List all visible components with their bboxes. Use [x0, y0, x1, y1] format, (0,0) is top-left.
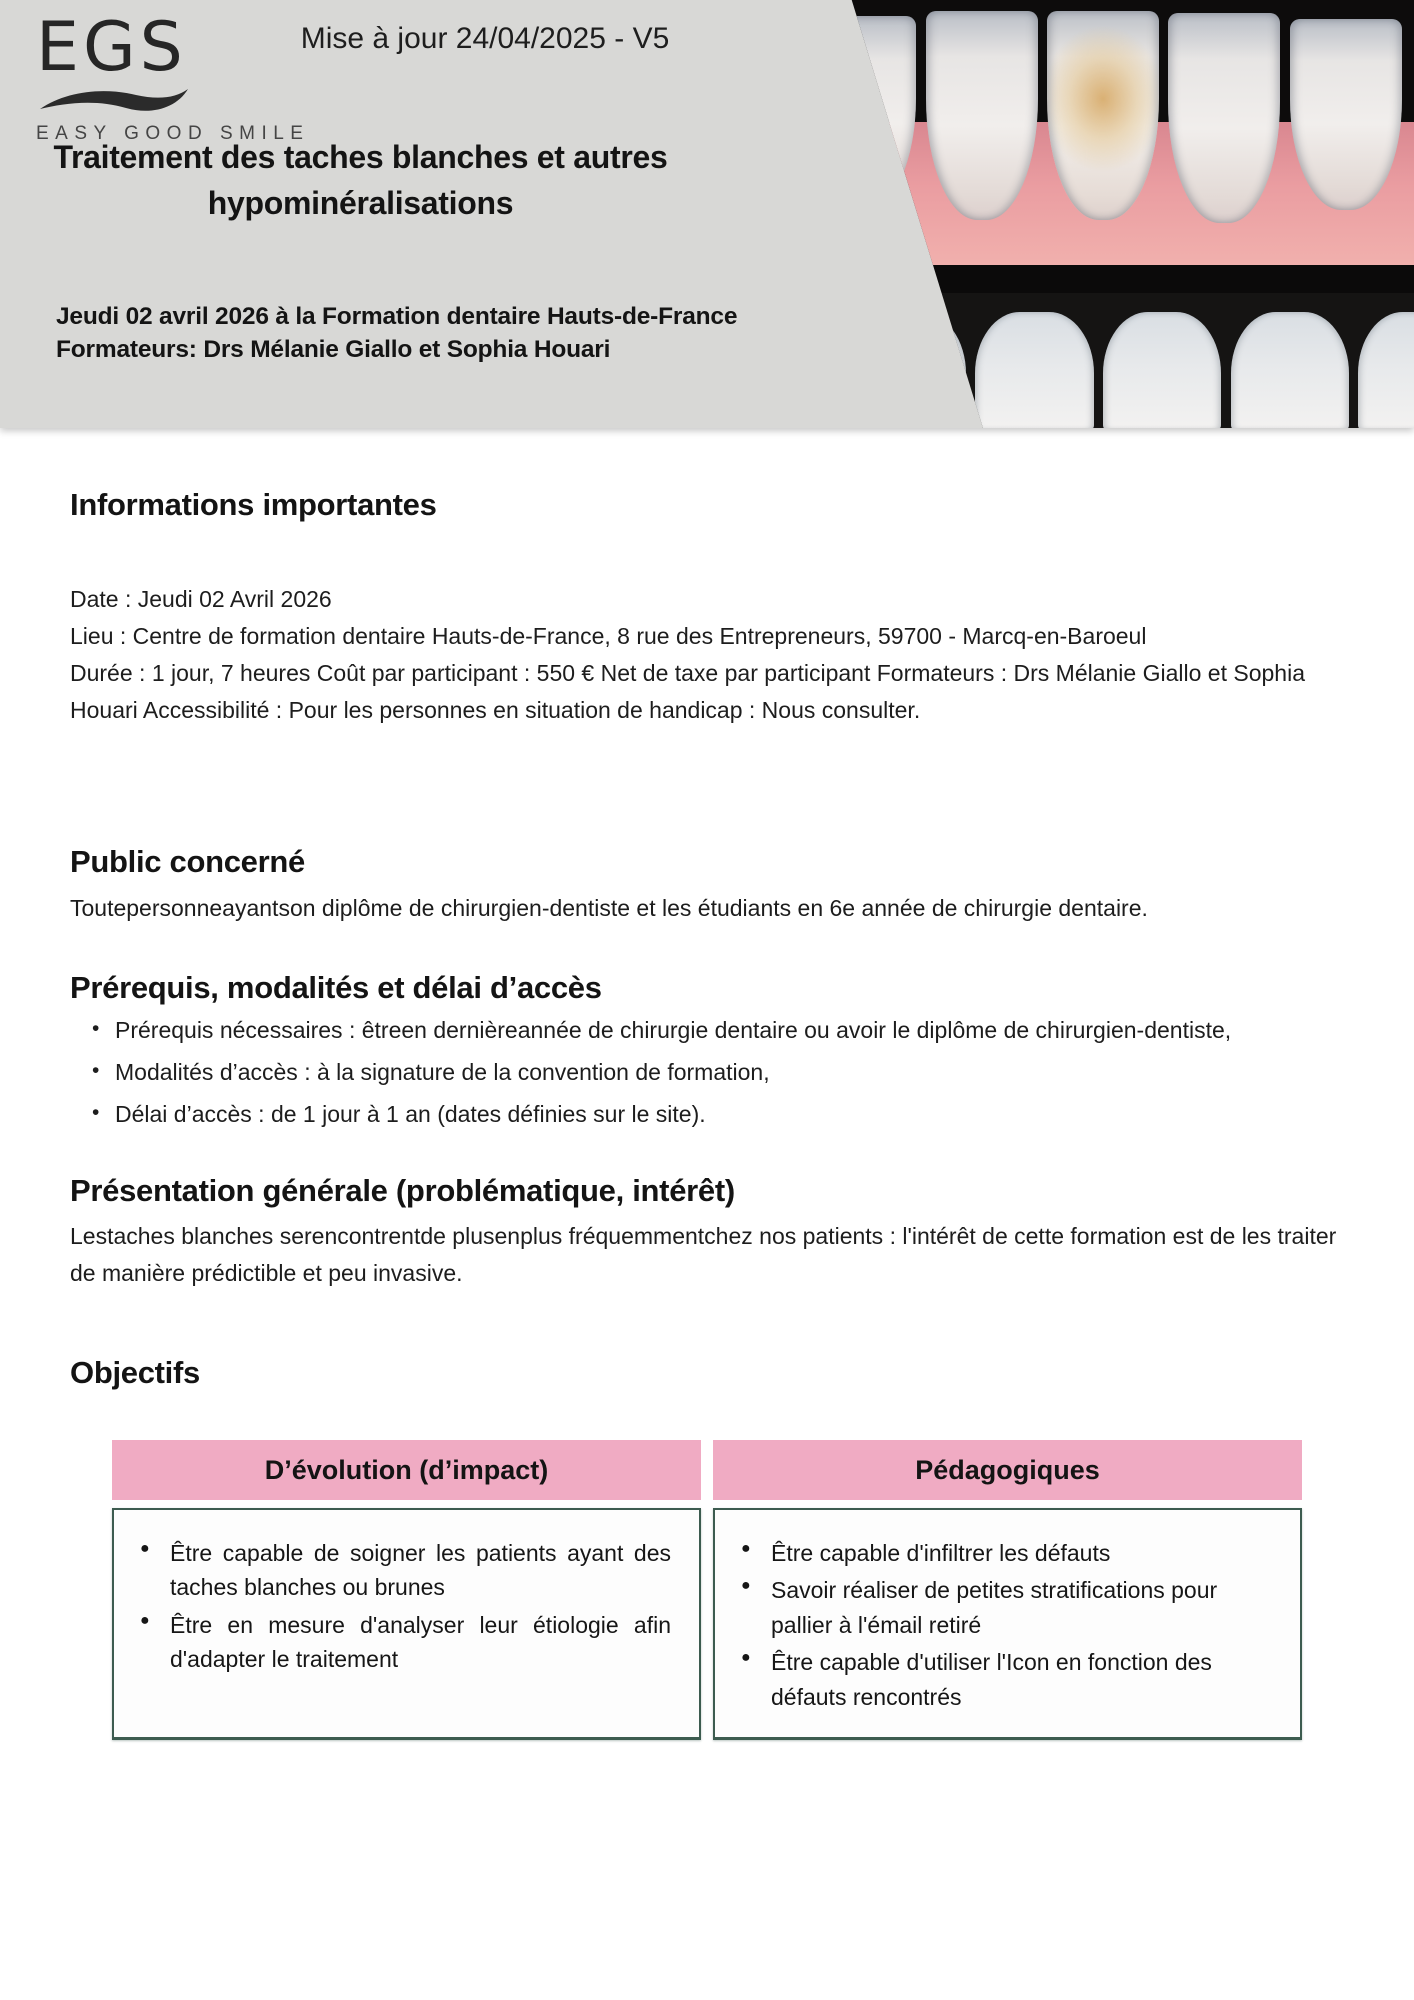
event-date-line: Jeudi 02 avril 2026 à la Formation dentaire Hauts-de-France — [56, 303, 738, 330]
tooth — [1103, 312, 1221, 428]
section-heading-prerequis: Prérequis, modalités et délai d’accès — [70, 969, 602, 1005]
pedagogiques-items — [741, 1536, 1272, 1715]
presentation-paragraph: Lestaches blanches serencontrentde plusenplus fréquemmentchez nos patients : l'intérêt de cette formation est de les traiter de manière prédictible et peu invasive. — [70, 1223, 1337, 1287]
logo-text: EGS — [36, 8, 187, 87]
table-list-item: ● Être capable d'utiliser l'Icon en fonction des défauts rencontrés — [741, 1645, 1272, 1714]
objectives-column-pedagogiques — [713, 1440, 1302, 1741]
section-heading-presentation: Présentation générale (problématique, intérêt) — [70, 1173, 735, 1209]
logo-tagline: EASY GOOD SMILE — [36, 123, 310, 145]
info-line-date: Date : Jeudi 02 Avril 2026 — [70, 586, 332, 613]
teeth-photo — [792, 0, 1414, 428]
table-list-item: ● Être capable d'infiltrer les défauts — [741, 1536, 1272, 1571]
list-item: • Délai d’accès : de 1 jour à 1 an (dates définies sur le site). — [90, 1096, 1344, 1133]
logo-wave-icon — [38, 85, 190, 119]
event-trainers-line: Formateurs: Drs Mélanie Giallo et Sophia Houari — [56, 335, 611, 363]
tooth — [1231, 312, 1349, 428]
informations-paragraph — [70, 581, 1344, 729]
event-details — [56, 301, 737, 366]
objectives-column-evolution — [112, 1440, 701, 1741]
column-header-evolution: D’évolution (d’impact) — [112, 1440, 701, 1500]
tooth — [848, 312, 966, 428]
teeth-photo-lower-row — [792, 293, 1414, 428]
header-banner — [0, 0, 1414, 428]
column-header-pedagogiques: Pédagogiques — [713, 1440, 1302, 1500]
info-line-lieu: Lieu : Centre de formation dentaire Hauts-de-France, 8 rue des Entrepreneurs, 59700 - Marcq-en-Baroeul — [70, 623, 1147, 650]
document-body — [0, 485, 1414, 1740]
evolution-items — [140, 1536, 671, 1677]
table-list-item: ● Savoir réaliser de petites stratifications pour pallier à l'émail retiré — [741, 1573, 1272, 1642]
tooth — [926, 11, 1038, 221]
list-item: • Modalités d’accès : à la signature de la convention de formation, — [90, 1054, 1344, 1091]
list-item: • Prérequis nécessaires : êtreen dernièreannée de chirurgie dentaire ou avoir le diplôme de chirurgien-dentiste, — [90, 1012, 1344, 1049]
update-notice: Mise à jour 24/04/2025 - V5 — [300, 22, 670, 55]
objectives-table — [112, 1440, 1302, 1741]
tooth — [1358, 312, 1414, 428]
section-heading-objectifs: Objectifs — [70, 1355, 200, 1391]
title-line-1: Traitement des taches blanches et autres — [53, 139, 668, 175]
table-list-item: ● Être en mesure d'analyser leur étiologie afin d'adapter le traitement — [140, 1608, 671, 1677]
title-line-2: hypominéralisations — [207, 185, 514, 222]
column-body-evolution — [112, 1508, 701, 1741]
section-heading-informations: Informations importantes — [70, 487, 437, 522]
photo-divider-band — [792, 265, 1414, 293]
document-title — [38, 134, 683, 227]
prerequis-list — [70, 1012, 1344, 1133]
info-line-duree: Durée : 1 jour, 7 heures Coût par participant : 550 € Net de taxe par participant Formateurs : Drs Mélanie Giallo et Sophia Houari Accessibilité : Pour les personnes en situation de handicap : Nous consulter. — [70, 660, 1305, 724]
teeth-photo-upper-row — [792, 0, 1414, 265]
column-body-pedagogiques — [713, 1508, 1302, 1741]
tooth — [975, 312, 1093, 428]
tooth — [1290, 19, 1402, 210]
table-list-item: ● Être capable de soigner les patients ayant des taches blanches ou brunes — [140, 1536, 671, 1605]
section-heading-public: Public concerné — [70, 844, 305, 880]
public-paragraph: Toutepersonneayantson diplôme de chirurgien-dentiste et les étudiants en 6e année de chirurgie dentaire. — [70, 894, 1148, 921]
